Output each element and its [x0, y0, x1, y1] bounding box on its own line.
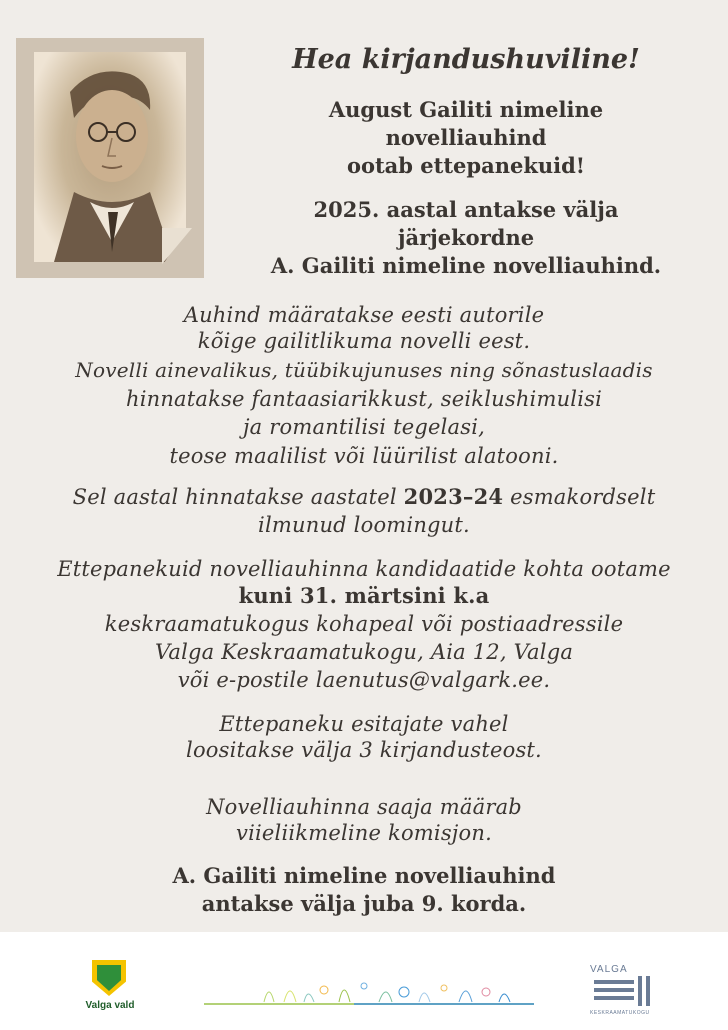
period-after-text: esmakordselt: [503, 485, 656, 509]
criteria-line-5: ja romantilisi tegelasi,: [242, 415, 486, 439]
decorative-illustration: [204, 972, 534, 1012]
valga-vald-logo: [80, 960, 140, 1016]
closing-line-2: antakse välja juba 9. korda.: [201, 891, 527, 916]
year-heading-line-2: järjekordne: [397, 225, 535, 250]
committee-line-1: Novelliauhinna saaja määrab: [206, 795, 522, 819]
lottery-line-2: loositakse välja 3 kirjandusteost.: [186, 738, 542, 762]
submission-deadline: kuni 31. märtsini k.a: [238, 583, 490, 608]
period-line-2: ilmunud loomingut.: [258, 513, 470, 537]
valga-vald-label: Valga vald: [85, 1000, 135, 1011]
closing-line-1: A. Gailiti nimeline novelliauhind: [172, 863, 556, 888]
library-mark-icon: [592, 976, 656, 1008]
award-heading-line-1: August Gailiti nimeline: [328, 97, 604, 122]
lottery-line-1: Ettepaneku esitajate vahel: [219, 712, 509, 736]
valga-keskraamatukogu-logo: [590, 964, 656, 1016]
period-before-text: Sel aastal hinnatakse aastatel: [72, 485, 404, 509]
criteria-line-3: Novelli ainevalikus, tüübikujunuses ning sõnastuslaadis: [75, 358, 653, 382]
year-heading-line-3: A. Gailiti nimeline novelliauhind.: [270, 253, 662, 278]
committee-line-2: viieliikmeline komisjon.: [236, 821, 492, 845]
period-years: 2023–24: [403, 484, 504, 509]
award-heading-line-3: ootab ettepanekuid!: [346, 153, 586, 178]
greeting-heading: Hea kirjandushuviline!: [292, 44, 640, 75]
portrait-frame: [16, 38, 204, 278]
year-heading-line-1: 2025. aastal antakse välja: [313, 197, 619, 222]
criteria-line-1: Auhind määratakse eesti autorile: [183, 303, 545, 327]
award-heading-line-2: novelliauhind: [385, 125, 547, 150]
criteria-line-4: hinnatakse fantaasiarikkust, seiklushimulisi: [125, 387, 603, 411]
submission-line-1: Ettepanekuid novelliauhinna kandidaatide kohta ootame: [57, 557, 671, 581]
criteria-line-6: teose maalilist või lüürilist alatooni.: [169, 444, 559, 468]
submission-address: Valga Keskraamatukogu, Aia 12, Valga: [154, 640, 574, 664]
criteria-line-2: kõige gailitlikuma novelli eest.: [197, 329, 531, 353]
library-logo-title: VALGA: [590, 964, 628, 975]
submission-line-3: keskraamatukogus kohapeal või postiaadressile: [104, 612, 624, 636]
library-logo-subtitle: KESKRAAMATUKOGU: [590, 1010, 650, 1016]
submission-email: või e-postile laenutus@valgark.ee.: [177, 668, 551, 692]
footer: [0, 932, 728, 1030]
period-line-1: [0, 484, 728, 510]
